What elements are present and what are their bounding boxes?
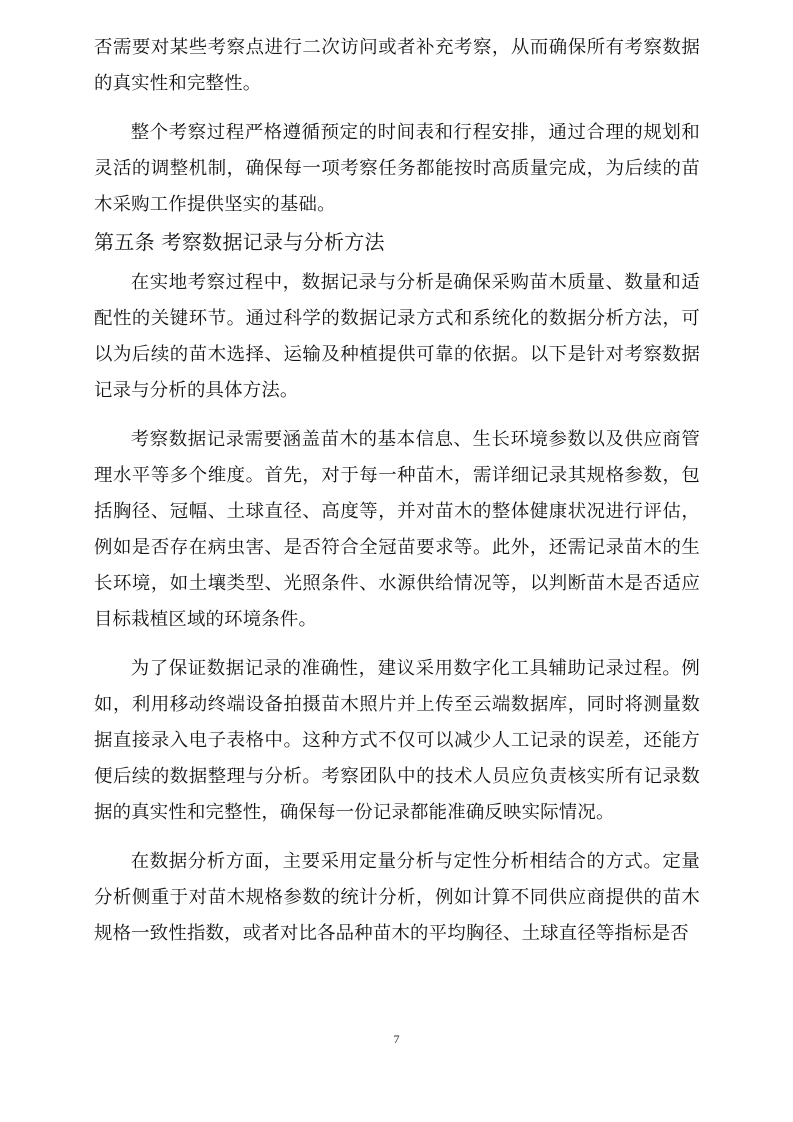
paragraph-continued: 否需要对某些考察点进行二次访问或者补充考察，从而确保所有考察数据的真实性和完整性。	[94, 37, 700, 94]
document-page	[94, 30, 700, 952]
paragraph-record-accuracy: 为了保证数据记录的准确性，建议采用数字化工具辅助记录过程。例如，利用移动终端设备拍摄苗木照片并上传至云端数据库，同时将测量数据直接录入电子表格中。这种方式不仅可以减少人工记录的误差，还能方便后续的数据整理与分析。考察团队中的技术人员应负责核实所有记录数据的真实性和完整性，确保每一份记录都能准确反映实际情况。	[94, 658, 700, 823]
paragraph-analysis: 在数据分析方面，主要采用定量分析与定性分析相结合的方式。定量分析侧重于对苗木规格参数的统计分析，例如计算不同供应商提供的苗木规格一致性指数，或者对比各品种苗木的平均胸径、土球直径等指标是否	[94, 851, 700, 944]
section-heading: 第五条 考察数据记录与分析方法	[94, 230, 385, 254]
paragraph-intro: 在实地考察过程中，数据记录与分析是确保采购苗木质量、数量和适配性的关键环节。通过科学的数据记录方式和系统化的数据分析方法，可以为后续的苗木选择、运输及种植提供可靠的依据。以下是针对考察数据记录与分析的具体方法。	[94, 272, 700, 401]
paragraph-record-content: 考察数据记录需要涵盖苗木的基本信息、生长环境参数以及供应商管理水平等多个维度。首先，对于每一种苗木，需详细记录其规格参数，包括胸径、冠幅、土球直径、高度等，并对苗木的整体健康状况进行评估，例如是否存在病虫害、是否符合全冠苗要求等。此外，还需记录苗木的生长环境，如土壤类型、光照条件、水源供给情况等，以判断苗木是否适应目标栽植区域的环境条件。	[94, 429, 700, 630]
paragraph-schedule: 整个考察过程严格遵循预定的时间表和行程安排，通过合理的规划和灵活的调整机制，确保每一项考察任务都能按时高质量完成，为后续的苗木采购工作提供坚实的基础。	[94, 122, 700, 215]
page-number: 7	[393, 1032, 400, 1046]
